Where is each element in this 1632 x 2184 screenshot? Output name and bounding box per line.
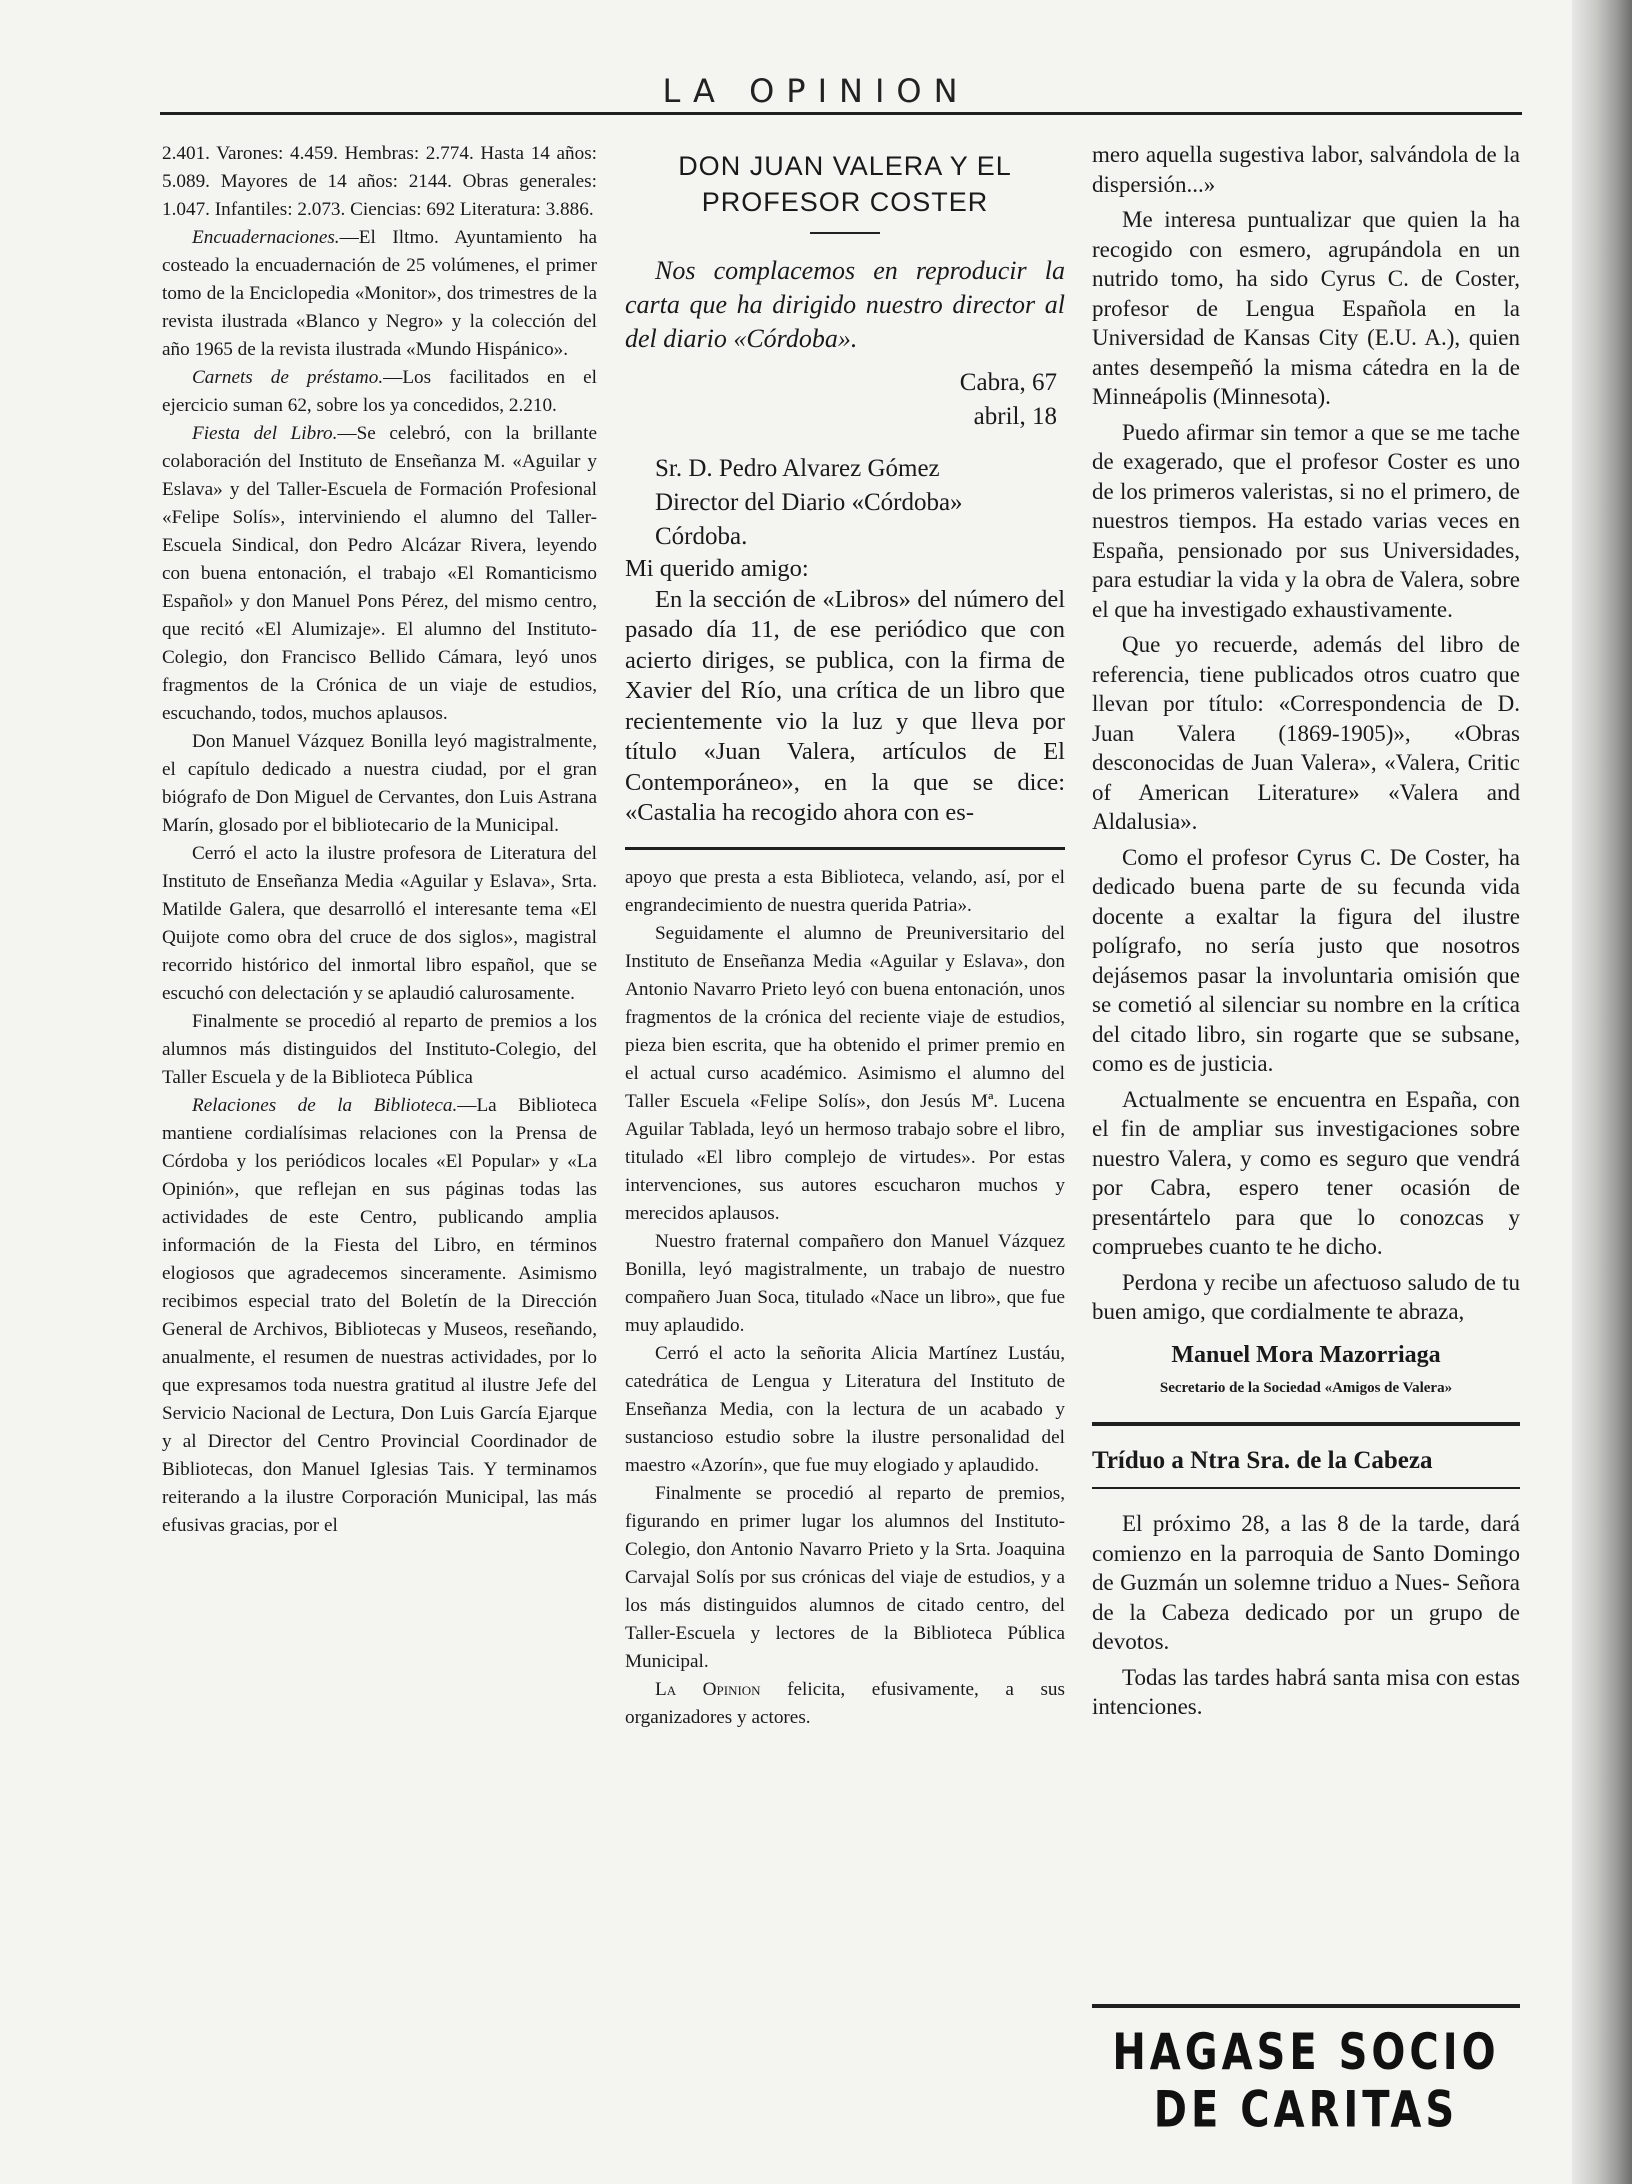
triduo-title: Tríduo a Ntra Sra. de la Cabeza bbox=[1092, 1446, 1433, 1474]
triduo-rule bbox=[1092, 1422, 1520, 1426]
bookbinding-lead: Encuadernaciones. bbox=[192, 227, 340, 248]
library-continuation bbox=[625, 864, 1065, 1732]
right-column bbox=[1092, 140, 1520, 1728]
headline-rule bbox=[810, 232, 880, 234]
signature-name: Manuel Mora Mazorriaga bbox=[1171, 1341, 1441, 1368]
page-spine-shadow bbox=[1572, 0, 1632, 2184]
continuation-paragraph-4: Cerró el acto la señorita Alicia Martínez Lustáu, catedrática de Lengua y Literatura del Instituto de Enseñanza Media, con la lectura de un acabado y sustancioso estudio sobre la ilustre personalidad del maestro «Azorín», que fue muy elogiado y aplaudido. bbox=[625, 1342, 1065, 1476]
letter-closing: Perdona y recibe un afectuoso saludo de tu buen amigo, que cordialmente te abraza, bbox=[1092, 1269, 1520, 1324]
newspaper-masthead: LA OPINION bbox=[662, 72, 970, 110]
triduo-paragraph-2: Todas las tardes habrá santa misa con estas intenciones. bbox=[1092, 1664, 1520, 1719]
bookbinding-paragraph: Encuadernaciones.—El Iltmo. Ayuntamiento ha costeado la encuadernación de 25 volúmenes, el primer tomo de la Enciclopedia «Monitor», dos trimestres de la revista ilustrada «Blanco y Negro» y la colección del año 1965 de la revista ilustrada «Mundo Hispánico». bbox=[162, 227, 597, 360]
letter-continuation: mero aquella sugestiva labor, salvándola de la dispersión...» bbox=[1092, 142, 1520, 197]
relations-lead: Relaciones de la Biblioteca. bbox=[192, 1095, 458, 1116]
continuation-paragraph-3: Nuestro fraternal compañero don Manuel Vázquez Bonilla, leyó magistralmente, un trabajo de nuestro compañero Juan Soca, titulado «Nace un libro», que fue muy aplaudido. bbox=[625, 1230, 1065, 1336]
letter-place: Cabra, 67 bbox=[959, 369, 1057, 396]
letter-paragraph-books: Que yo recuerde, además del libro de referencia, tiene publicados otros cuatro que llevan por título: «Correspondencia de D. Juan Valera (1869-1905)», «Obras desconocidas de Juan Valera», «Valera, Critic of American Literature» «Valera and Aldalusia». bbox=[1092, 632, 1520, 834]
article-headline: DON JUAN VALERA Y EL PROFESOR COSTER bbox=[678, 151, 1012, 217]
letter-paragraph-omission: Como el profesor Cyrus C. De Coster, ha dedicado buena parte de su fecunda vida docente a exaltar la figura del ilustre polígrafo, no sería justo que nosotros dejásemos pasar la involuntaria omisión que se cometió al silenciar su nombre en la crítica del citado libro, sin rogarte que se subsane, como es de justicia. bbox=[1092, 844, 1520, 1076]
closing-act-paragraph: Cerró el acto la ilustre profesora de Literatura del Instituto de Enseñanza Media «Aguilar y Eslava», Srta. Matilde Galera, que desarrolló el interesante tema «El Quijote como obra del cruce de dos siglos», magistral recorrido histórico del inmortal libro español, que se escuchó con delectación y se aplaudió calurosamente. bbox=[162, 843, 597, 1004]
letter-paragraph-valerista: Puedo afirmar sin temor a que se me tache de exagerado, que el profesor Coster es uno de los primeros valeristas, si no el primero, de nuestros tiempos. Ha estado varias veces en España, pensionado por sus Universidades, para estudiar la vida y la obra de Valera, sobre el que ha investigado exhaustivamente. bbox=[1092, 419, 1520, 622]
continuation-paragraph-2: Seguidamente el alumno de Preuniversitario del Instituto de Enseñanza Media «Aguilar y Eslava», don Antonio Navarro Prieto leyó con buena entonación, unos fragmentos de la crónica del reciente viaje de estudios, pieza bien escrita, que ha obtenido el primer premio en el actual curso académico. Asimismo el alumno del Taller Escuela «Felipe Solís», don Jesús Mª. Lucena Aguilar Tablada, leyó un hermoso trabajo sobre el libro, titulado «El libro complejo de virtudes». Por estas intervenciones, sus autores escucharon muchos y merecidos aplausos. bbox=[625, 922, 1065, 1224]
reading-paragraph: Don Manuel Vázquez Bonilla leyó magistralmente, el capítulo dedicado a nuestra ciudad, por el gran biógrafo de Don Miguel de Cervantes, don Luis Astrana Marín, glosado por el bibliotecario de la Municipal. bbox=[162, 731, 597, 836]
letter-salutation: Mi querido amigo: bbox=[625, 555, 809, 582]
letter-paragraph-visit: Actualmente se encuentra en España, con el fin de ampliar sus investigaciones sobre nuestro Valera, y como es seguro que vendrá por Cabra, espero tener ocasión de presentártelo para que lo conozcas y compruebes cuanto te he dicho. bbox=[1092, 1086, 1520, 1259]
masthead-rule bbox=[160, 112, 1522, 115]
letter-date: abril, 18 bbox=[973, 403, 1057, 430]
continuation-paragraph-1: apoyo que presta a esta Biblioteca, velando, así, por el engrandecimiento de nuestra querida Patria». bbox=[625, 866, 1065, 916]
caritas-banner: HAGASE SOCIO DE CARITAS bbox=[1112, 2024, 1500, 2139]
book-festival-paragraph: Fiesta del Libro.—Se celebró, con la brillante colaboración del Instituto de Enseñanza M. «Aguilar y Eslava» y del Taller-Escuela de Formación Profesional «Felipe Solís», interviniendo el alumno del Taller-Escuela Sindical, don Pedro Alcázar Rivera, leyendo con buena entonación, el trabajo «El Romanticismo Español» y don Manuel Pons Pérez, del mismo centro, que recitó «El Alumizaje». El alumno del Instituto-Colegio, don Francisco Bellido Cámara, leyó unos fragmentos de la Crónica de un viaje de estudios, escuchando, todos, muchos aplausos. bbox=[162, 423, 597, 724]
prizes-paragraph: Finalmente se procedió al reparto de premios a los alumnos más distinguidos del Instituto-Colegio, del Taller Escuela y de la Biblioteca Pública bbox=[162, 1011, 597, 1088]
relations-paragraph: Relaciones de la Biblioteca.—La Biblioteca mantiene cordialísimas relaciones con la Prensa de Córdoba y los periódicos locales «El Popular» y «La Opinión», que reflejan en sus páginas todas las actividades de este Centro, publicando amplia información de la Fiesta del Libro, en términos elogiosos que agradecemos sinceramente. Asimismo recibimos especial trato del Boletín de la Dirección General de Archivos, Bibliotecas y Museos, reseñando, anualmente, el resumen de nuestras actividades, por lo que expresamos toda nuestra gratitud al ilustre Jefe del Servicio Nacional de Lectura, Don Luis García Ejarque y al Director del Centro Provincial Coordinador de Bibliotecas, don Manuel Iglesias Tais. Y terminamos reiterando a la ilustre Corporación Municipal, las más efusivas gracias, por el bbox=[162, 1095, 597, 1536]
triduo-title-rule bbox=[1092, 1487, 1520, 1489]
signature-role: Secretario de la Sociedad «Amigos de Valera» bbox=[1159, 1380, 1453, 1396]
letter-addressee: Sr. D. Pedro Alvarez Gómez Director del Diario «Córdoba» Córdoba. bbox=[655, 455, 963, 550]
loan-cards-lead: Carnets de préstamo. bbox=[192, 367, 384, 388]
article-lead: Nos complacemos en reproducir la carta que ha dirigido nuestro director al del diario «Córdoba». bbox=[625, 256, 1065, 353]
book-festival-lead: Fiesta del Libro. bbox=[192, 423, 338, 444]
loan-cards-paragraph: Carnets de préstamo.—Los facilitados en el ejercicio suman 62, sobre los ya concedidos, 2.210. bbox=[162, 367, 597, 416]
banner-rule bbox=[1092, 2004, 1520, 2008]
continuation-paragraph-6: La Opinion felicita, efusivamente, a sus organizadores y actores. bbox=[625, 1678, 1065, 1728]
stats-paragraph: 2.401. Varones: 4.459. Hembras: 2.774. Hasta 14 años: 5.089. Mayores de 14 años: 2144. Obras generales: 1.047. Infantiles: 2.073. Ciencias: 692 Literatura: 3.886. bbox=[162, 143, 597, 220]
center-divider bbox=[625, 847, 1065, 850]
letter-body: En la sección de «Libros» del número del pasado día 11, de ese periódico que con acierto diriges, se publica, con la firma de Xavier del Río, una crítica de un libro que recientemente vio la luz y que lleva por título «Juan Valera, artículos de El Contemporáneo», en la que se dice: «Castalia ha recogido ahora con es- bbox=[625, 585, 1065, 826]
continuation-paragraph-5: Finalmente se procedió al reparto de premios, figurando en primer lugar los alumnos del Instituto-Colegio, don Antonio Navarro Prieto y la Srta. Joaquina Carvajal Solís por sus crónicas del viaje de estudios, y a los más distinguidos alumnos de citado centro, del Taller-Escuela y lectores de la Biblioteca Pública Municipal. bbox=[625, 1482, 1065, 1672]
triduo-paragraph-1: El próximo 28, a las 8 de la tarde, dará comienzo en la parroquia de Santo Domingo de Guzmán un solemne triduo a Nues- Señora de la Cabeza dedicado por un grupo de devotos. bbox=[1092, 1511, 1520, 1654]
left-column bbox=[162, 140, 597, 1540]
center-column bbox=[625, 140, 1065, 1732]
letter-paragraph-coster: Me interesa puntualizar que quien la ha recogido con esmero, agrupándola en un nutrido tomo, ha sido Cyrus C. de Coster, profesor de Lengua Española en la Universidad de Kansas City (E.U. A.), quien antes desempeñó la misma cátedra en la de Minneápolis (Minnesota). bbox=[1092, 207, 1520, 409]
